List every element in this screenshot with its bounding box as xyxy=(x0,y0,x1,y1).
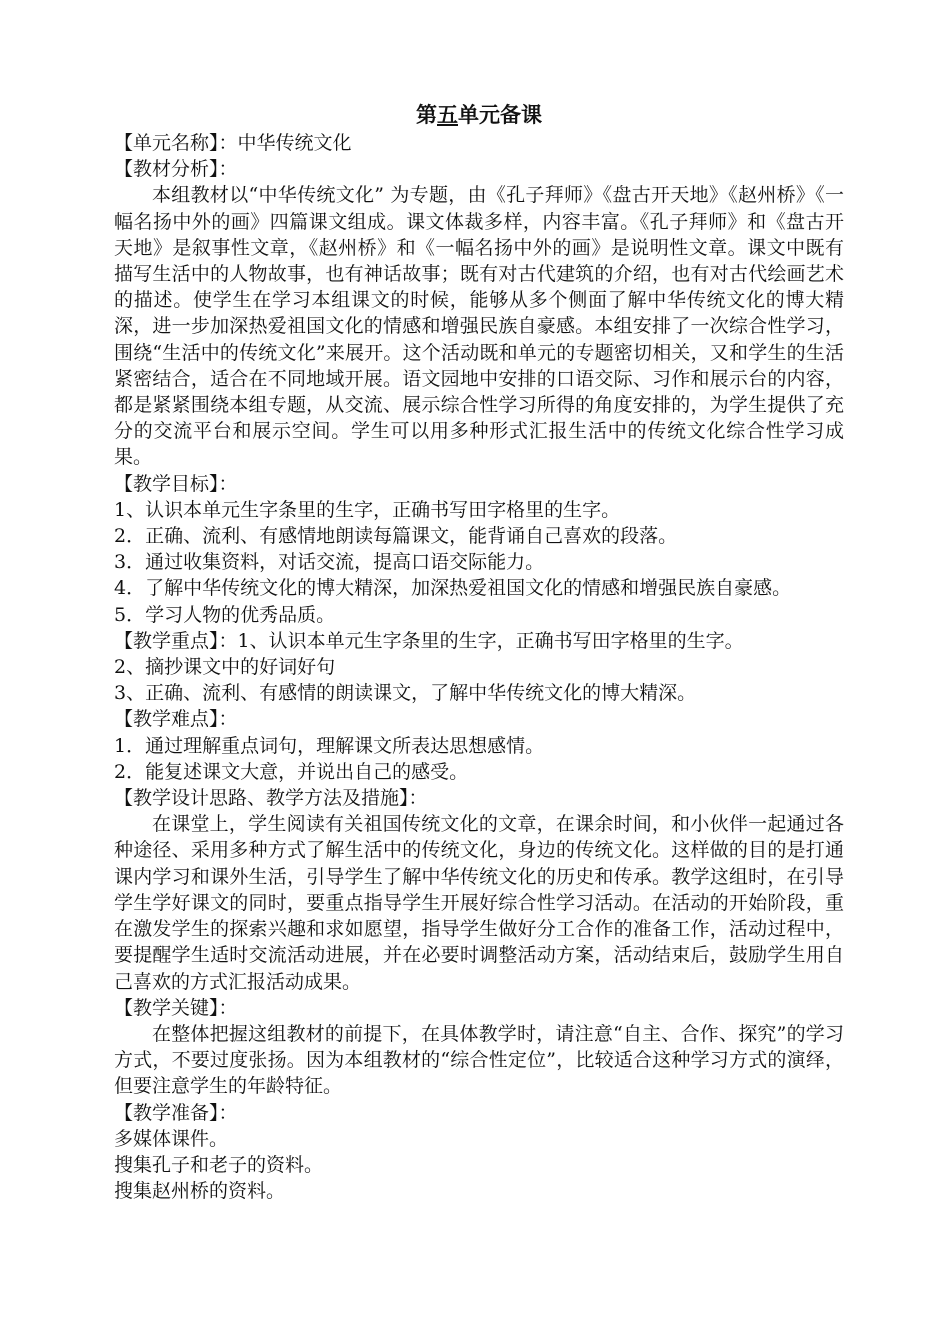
unit-name-line xyxy=(114,130,844,156)
goal-item: 5．学习人物的优秀品质。 xyxy=(114,603,336,626)
goal-item: 3．通过收集资料，对话交流，提高口语交际能力。 xyxy=(114,551,545,574)
analysis-label: 【教材分析】： xyxy=(114,158,238,181)
preparation-item: 搜集孔子和老子的资料。 xyxy=(114,1153,324,1176)
design-label: 【教学设计思路、教学方法及措施】： xyxy=(114,787,428,810)
design-paragraph: 在课堂上，学生阅读有关祖国传统文化的文章，在课余时间，和小伙伴一起通过各种途径、采用多种方式了解生活中的传统文化，身边的传统文化。这样做的目的是打通课内学习和课外生活，引导学生了解中华传统文化的历史和传承。教学这组时，在引导学生学好课文的同时，要重点指导学生开展好综合性学习活动。在活动的开始阶段，重在激发学生的探索兴趣和求如愿望，指导学生做好分工合作的准备工作，活动过程中， 要提醒学生适时交流活动进展，并在必要时调整活动方案，活动结束后，鼓励学生用自己喜欢的方式汇报活动成果。 xyxy=(114,813,844,993)
difficulty-item: 2．能复述课文大意，并说出自己的感受。 xyxy=(114,760,469,783)
key-point-item: 2、摘抄课文中的好词好句 xyxy=(114,656,336,679)
difficulties-label: 【教学难点】： xyxy=(114,708,238,731)
key-points-line xyxy=(114,628,844,654)
title-unit-number: 五 xyxy=(437,102,458,127)
goal-item: 1、认识本单元生字条里的生字，正确书写田字格里的生字。 xyxy=(114,498,621,521)
title-suffix: 单元备课 xyxy=(458,102,542,127)
document-page xyxy=(114,100,844,1204)
unit-name-value: 中华传统文化 xyxy=(237,132,352,154)
key-point-item: 1、认识本单元生字条里的生字，正确书写田字格里的生字。 xyxy=(237,629,744,652)
unit-name-label: 【单元名称】： xyxy=(114,132,238,154)
key-paragraph: 在整体把握这组教材的前提下，在具体教学时，请注意“自主、合作、探究”的学习方式，不要过度张扬。因为本组教材的“综合性定位”，比较适合这种学习方式的演绎，但要注意学生的年龄特征。 xyxy=(114,1022,844,1098)
document-title xyxy=(114,100,844,130)
goals-label: 【教学目标】： xyxy=(114,472,238,495)
preparation-label: 【教学准备】： xyxy=(114,1101,238,1124)
goal-item: 4．了解中华传统文化的博大精深，加深热爱祖国文化的情感和增强民族自豪感。 xyxy=(114,577,792,600)
key-point-item: 3、正确、流利、有感情的朗读课文，了解中华传统文化的博大精深。 xyxy=(114,682,697,705)
key-label: 【教学关键】： xyxy=(114,996,238,1019)
title-prefix: 第 xyxy=(416,102,437,127)
key-points-label: 【教学重点】： xyxy=(114,629,238,652)
analysis-paragraph: 本组教材以“中华传统文化” 为专题，由《孔子拜师》《盘古开天地》《赵州桥》《一幅名扬中外的画》四篇课文组成。课文体裁多样，内容丰富。《孔子拜师》和《盘古开天地》是叙事性文章，《赵州桥》和《一幅名扬中外的画》是说明性文章。课文中既有描写生活中的人物故事，也有神话故事；既有对古代建筑的介绍，也有对古代绘画艺术的描述。使学生在学习本组课文的时候，能够从多个侧面了解中华传统文化的博大精深，进一步加深热爱祖国文化的情感和增强民族自豪感。本组安排了一次综合性学习，围绕“生活中的传统文化”来展开。这个活动既和单元的专题密切相关，又和学生的生活紧密结合，适合在不同地域开展。语文园地中安排的口语交际、习作和展示台的内容，都是紧紧围绕本组专题，从交流、展示综合性学习所得的角度安排的，为学生提供了充分的交流平台和展示空间。学生可以用多种形式汇报生活中的传统文化综合性学习成果。 xyxy=(114,184,844,469)
preparation-item: 搜集赵州桥的资料。 xyxy=(114,1180,286,1203)
preparation-item: 多媒体课件。 xyxy=(114,1127,229,1150)
goal-item: 2．正确、流利、有感情地朗读每篇课文，能背诵自己喜欢的段落。 xyxy=(114,525,678,548)
difficulty-item: 1．通过理解重点词句，理解课文所表达思想感情。 xyxy=(114,734,545,757)
